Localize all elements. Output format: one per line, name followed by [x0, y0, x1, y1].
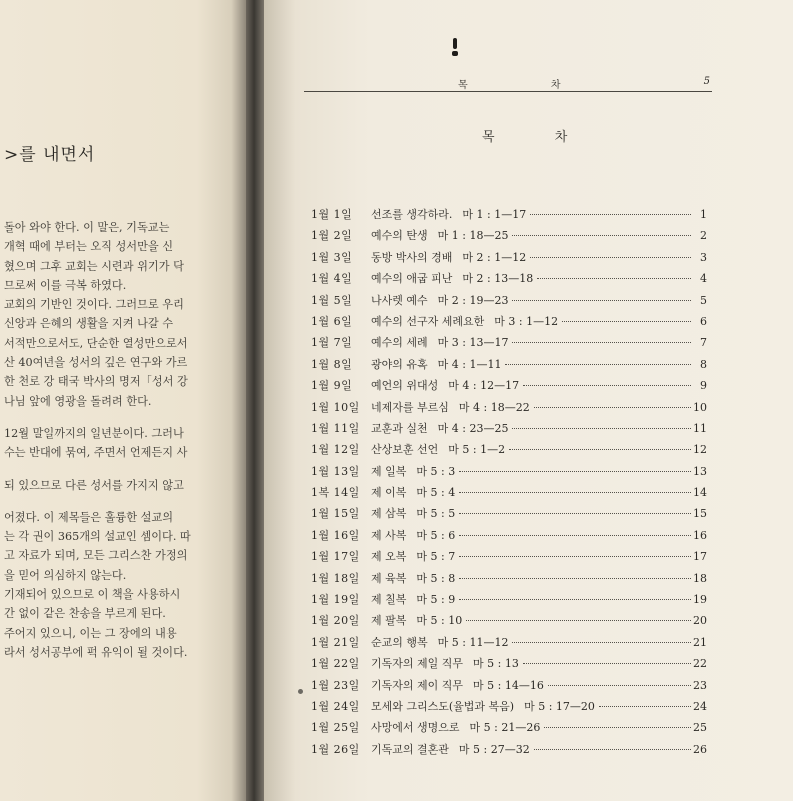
ink-mark [452, 38, 458, 58]
body-line: 주어지 있으니, 이는 그 장에의 내용 [4, 626, 177, 640]
toc-entry-reference: 마 2 : 19—23 [437, 293, 509, 307]
toc-entry-date: 1월 5일 [311, 293, 353, 307]
toc-entry-reference: 마 5 : 5 [416, 507, 456, 521]
dot-leader [534, 406, 691, 408]
toc-entry [311, 249, 707, 270]
body-line: 간 없이 같은 찬송을 부르게 된다. [4, 607, 166, 621]
dot-leader [459, 491, 691, 493]
toc-entry-reference: 마 5 : 13 [473, 657, 519, 671]
toc-entry-title: 광야의 유혹 [371, 357, 428, 371]
toc-entry-reference: 마 3 : 13—17 [437, 336, 509, 350]
toc-entry-page: 8 [700, 357, 707, 371]
toc-entry-page: 1 [700, 208, 707, 221]
toc-entry [311, 677, 707, 698]
toc-entry-title: 기독자의 제이 직무 [371, 678, 464, 692]
toc-entry-date: 1월 6일 [311, 314, 353, 328]
toc-entry-page: 18 [693, 571, 707, 585]
dot-leader [459, 555, 691, 557]
body-line: 나님 앞에 영광을 돌려려 한다. [4, 394, 152, 408]
toc-entry-date: 1월 4일 [311, 272, 353, 286]
body-line: 서적만으로서도, 단순한 열성만으로서 [4, 336, 188, 350]
toc-title: 목 차 [482, 130, 596, 145]
ink-speck [298, 689, 303, 694]
header-rule [304, 91, 712, 92]
toc-entry-page: 7 [700, 336, 707, 350]
dot-leader [534, 748, 691, 750]
body-line: 므로써 이를 극복 하였다. [4, 278, 127, 292]
toc-entry [311, 591, 707, 612]
toc-entry-date: 1월 3일 [311, 250, 353, 264]
running-header [306, 76, 710, 92]
toc-entry-page: 26 [693, 742, 707, 756]
toc-entry-date: 1월 15일 [311, 507, 360, 521]
dot-leader [505, 363, 691, 365]
toc-entry-page: 23 [693, 678, 707, 692]
toc-entry-date: 1월 9일 [311, 379, 353, 393]
left-page [0, 0, 246, 801]
toc-entry-reference: 마 1 : 18—25 [437, 229, 509, 243]
dot-leader [530, 256, 691, 258]
toc-entry-title: 제 팔복 [371, 614, 407, 628]
toc-entry-page: 19 [693, 593, 707, 607]
dot-leader [537, 277, 691, 279]
toc-entry-title: 예수의 선구자 세례요한 [371, 314, 485, 328]
toc-entry-date: 1월 8일 [311, 357, 353, 371]
left-page-heading: >를 내면서 [4, 145, 96, 165]
toc-entry [311, 505, 707, 526]
toc-entry-reference: 마 5 : 10 [416, 614, 463, 628]
toc-entry-page: 2 [700, 229, 707, 243]
toc-entry [311, 484, 707, 505]
toc-entry-reference: 마 1 : 1—17 [462, 208, 527, 221]
toc-entry-reference: 마 2 : 13—18 [462, 272, 534, 286]
toc-entry-reference: 마 5 : 4 [416, 486, 456, 500]
toc-entry-reference: 마 5 : 1—2 [448, 443, 506, 457]
toc-entry [311, 292, 707, 313]
dot-leader [599, 705, 691, 707]
toc-entry [311, 698, 707, 719]
toc-entry-date: 1월 12일 [311, 443, 360, 457]
toc-entry-page: 20 [693, 614, 707, 628]
body-line: 라서 성서공부에 퍽 유익이 될 것이다. [4, 645, 188, 659]
toc-entry-reference: 마 5 : 9 [416, 593, 456, 607]
body-line: 돌아 와야 한다. 이 말은, 기독교는 [4, 221, 170, 234]
table-of-contents [311, 206, 707, 762]
dot-leader [512, 299, 691, 301]
toc-entry-date: 1월 2일 [311, 229, 353, 243]
toc-entry-page: 17 [693, 550, 707, 564]
toc-entry-title: 제 사복 [371, 528, 407, 542]
toc-entry [311, 719, 707, 740]
toc-entry-reference: 마 5 : 14—16 [473, 678, 544, 692]
dot-leader [544, 726, 691, 728]
toc-entry-reference: 마 5 : 3 [416, 464, 456, 478]
page-number: 5 [703, 76, 710, 87]
toc-entry-reference: 마 5 : 17—20 [524, 699, 595, 713]
toc-entry-page: 12 [693, 443, 707, 457]
paragraph-gap [4, 463, 246, 476]
toc-entry [311, 227, 707, 248]
toc-entry-page: 10 [693, 400, 707, 414]
toc-entry-date: 1월 21일 [311, 635, 360, 649]
dot-leader [530, 213, 691, 215]
toc-entry-page: 3 [700, 250, 707, 264]
toc-entry-title: 교훈과 실천 [371, 421, 428, 435]
toc-entry-title: 제 삼복 [371, 507, 407, 521]
toc-entry-title: 예수의 탄생 [371, 229, 428, 243]
toc-entry-title: 나사렛 예수 [371, 293, 428, 307]
toc-entry [311, 655, 707, 676]
dot-leader [466, 619, 691, 621]
toc-entry [311, 463, 707, 484]
dot-leader [459, 534, 691, 536]
toc-entry-title: 기독자의 제일 직무 [371, 657, 464, 671]
toc-entry-date: 1월 1일 [311, 208, 353, 221]
body-line: 개혁 때에 부터는 오직 성서만을 신 [4, 240, 174, 254]
body-line: 12월 말일까지의 일년분이다. 그러나 [4, 426, 184, 440]
toc-entry-reference: 마 3 : 1—12 [494, 314, 559, 328]
left-page-body [4, 218, 246, 662]
toc-entry-title: 모세와 그리스도(율법과 복음) [371, 699, 515, 713]
toc-entry-date: 1월 10일 [311, 400, 360, 414]
toc-entry-date: 1복 14일 [311, 486, 360, 500]
toc-entry-date: 1월 22일 [311, 657, 360, 671]
toc-entry [311, 270, 707, 291]
body-line: 되 있으므로 다른 성서를 가지지 않고 [4, 478, 184, 492]
toc-entry-reference: 마 5 : 21—26 [469, 721, 541, 735]
toc-entry-page: 11 [693, 421, 707, 435]
toc-entry [311, 206, 707, 227]
paragraph-gap [4, 411, 246, 424]
toc-entry [311, 441, 707, 462]
dot-leader [523, 662, 691, 664]
toc-entry-reference: 마 5 : 8 [416, 571, 456, 585]
toc-entry-title: 제 일복 [371, 464, 407, 478]
toc-entry-date: 1월 17일 [311, 550, 360, 564]
toc-entry-page: 4 [700, 272, 707, 286]
toc-entry-page: 25 [693, 721, 707, 735]
toc-entry-page: 24 [693, 699, 707, 713]
book-gutter [246, 0, 264, 801]
toc-entry-title: 기독교의 결혼관 [371, 742, 449, 756]
toc-entry-title: 제 육복 [371, 571, 407, 585]
toc-entry-title: 산상보훈 선언 [371, 443, 439, 457]
toc-entry [311, 377, 707, 398]
toc-entry [311, 399, 707, 420]
toc-entry-reference: 마 5 : 6 [416, 528, 456, 542]
toc-entry-reference: 마 4 : 1—11 [437, 357, 502, 371]
toc-entry-title: 예수의 애굽 피난 [371, 272, 453, 286]
toc-entry [311, 548, 707, 569]
toc-entry-date: 1월 16일 [311, 528, 360, 542]
toc-entry-date: 1월 11일 [311, 421, 360, 435]
toc-entry [311, 334, 707, 355]
toc-entry-title: 제 이복 [371, 486, 407, 500]
toc-entry-page: 21 [693, 635, 707, 649]
body-line: 교회의 기반인 것이다. 그러므로 우리 [4, 298, 184, 312]
dot-leader [459, 598, 691, 600]
toc-entry [311, 570, 707, 591]
toc-entry-date: 1월 18일 [311, 571, 360, 585]
toc-entry-page: 22 [693, 657, 707, 671]
toc-entry [311, 356, 707, 377]
toc-entry-reference: 마 5 : 11—12 [437, 635, 509, 649]
toc-entry [311, 741, 707, 762]
dot-leader [512, 341, 691, 343]
toc-entry-date: 1월 7일 [311, 336, 353, 350]
dot-leader [509, 448, 691, 450]
toc-entry-reference: 마 5 : 27—32 [458, 742, 530, 756]
toc-entry-date: 1월 26일 [311, 742, 360, 756]
body-line: 수는 반대에 묶여, 주면서 언제든지 사 [4, 446, 188, 460]
dot-leader [548, 684, 691, 686]
toc-entry-reference: 마 4 : 23—25 [437, 421, 509, 435]
toc-entry-date: 1월 23일 [311, 678, 360, 692]
toc-entry-page: 15 [693, 507, 707, 521]
toc-entry [311, 634, 707, 655]
toc-entry-page: 5 [700, 293, 707, 307]
dot-leader [459, 470, 691, 472]
toc-entry-title: 동방 박사의 경배 [371, 250, 453, 264]
toc-entry-page: 6 [700, 314, 707, 328]
body-line: 신앙과 은혜의 생활을 지켜 나갈 수 [4, 317, 174, 331]
toc-entry-date: 1월 25일 [311, 721, 360, 735]
paragraph-gap [4, 495, 246, 508]
toc-entry-page: 9 [700, 379, 707, 393]
body-line: 산 40여년을 성서의 깊은 연구와 가르 [4, 356, 188, 370]
toc-entry-title: 사망에서 생명으로 [371, 721, 460, 735]
dot-leader [512, 641, 691, 643]
toc-entry-reference: 마 5 : 7 [416, 550, 456, 564]
toc-entry [311, 527, 707, 548]
toc-entry-date: 1월 13일 [311, 464, 360, 478]
toc-entry-title: 네제자를 부르심 [371, 400, 449, 414]
toc-entry [311, 612, 707, 633]
body-line: 어졌다. 이 제목들은 훌륭한 설교의 [4, 510, 174, 524]
body-line: 는 각 권이 365개의 설교인 셈이다. 따 [4, 530, 191, 544]
dot-leader [562, 320, 691, 322]
dot-leader [523, 384, 691, 386]
toc-entry-title: 순교의 행복 [371, 635, 428, 649]
toc-entry-title: 선조를 생각하라. [371, 208, 453, 221]
dot-leader [512, 427, 691, 429]
running-title: 목 차 [458, 80, 601, 91]
toc-entry-page: 16 [693, 528, 707, 542]
dot-leader [459, 512, 691, 514]
toc-entry-title: 제 오복 [371, 550, 407, 564]
toc-entry-title: 예수의 세례 [371, 336, 428, 350]
toc-entry-reference: 마 4 : 18—22 [458, 400, 530, 414]
toc-entry-title: 예언의 위대성 [371, 379, 439, 393]
body-line: 기재되어 있으므로 이 책을 사용하시 [4, 588, 181, 602]
toc-entry-page: 14 [693, 486, 707, 500]
body-line: 혔으며 그후 교회는 시련과 위기가 닥 [4, 259, 184, 273]
right-page [264, 0, 793, 801]
toc-entry [311, 420, 707, 441]
toc-entry-date: 1월 24일 [311, 699, 360, 713]
toc-entry-reference: 마 4 : 12—17 [448, 379, 520, 393]
body-line: 한 천로 강 태국 박사의 명저「성서 강 [4, 375, 188, 389]
toc-entry [311, 313, 707, 334]
toc-entry-date: 1월 19일 [311, 593, 360, 607]
dot-leader [459, 577, 691, 579]
toc-entry-page: 13 [693, 464, 707, 478]
body-line: 고 자료가 되며, 모든 그리스찬 가정의 [4, 549, 188, 563]
toc-entry-date: 1월 20일 [311, 614, 360, 628]
dot-leader [512, 234, 691, 236]
body-line: 을 믿어 의심하지 않는다. [4, 568, 127, 582]
toc-entry-title: 제 칠복 [371, 593, 407, 607]
toc-entry-reference: 마 2 : 1—12 [462, 250, 527, 264]
